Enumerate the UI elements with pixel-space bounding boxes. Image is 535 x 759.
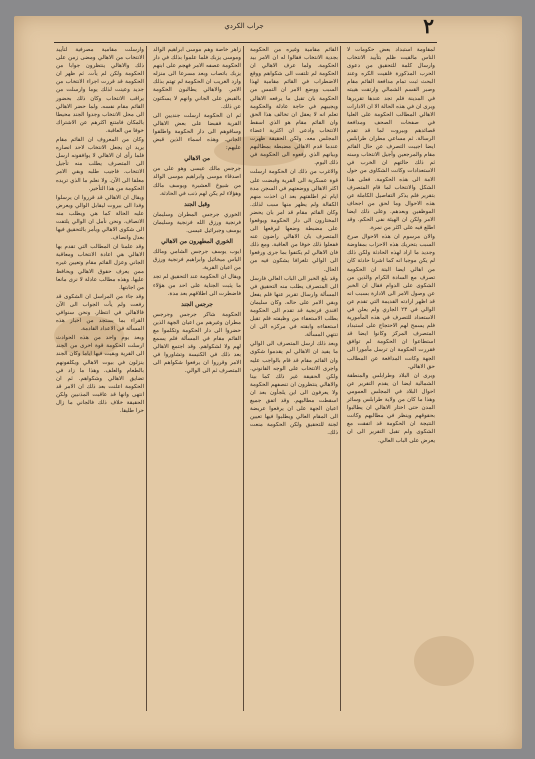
- paragraph: ويقال ان الاهالي قد قرروا ان يرسلوا وفدا الى بيروت ليقابل الوالي ويعرض عليه الحالة كما هي ويطلب منه الانصاف. ونحن نأمل ان الوالي يلتفت الى شكوى الاهالي ويأمر بالتحقيق فيها بعدل وانصاف.: [56, 194, 144, 242]
- column-2: [248, 46, 341, 711]
- section-heading: وقبل الجند: [184, 201, 210, 208]
- paragraph: والاغرب من ذلك ان الحكومة ارسلت قوة عسكرية الى القرية وقبضت على اكثر الاهالي ووضعتهم في السجن مدة ايام ثم اطلقتهم بعد ان اخذت منهم الكفالة ولم يظهر منها سبب لذلك. وكان القائم مقام قد امر بان يحضر المختارون الى دار الحكومة ويوقعوا على مضبطة وضعها ليرفعها الى المتصرف بان الاهالي راضون عنه ففعلوا ذلك خوفا من العاقبة. ومع ذلك فان الاهالي لم يكتفوا بما جرى ورفعوا الى الوالي تلغرافا يشكون فيه من الحال.: [250, 169, 338, 273]
- section-heading: جرجس الجند: [181, 301, 213, 308]
- paragraph: القائم مقامية وغيره من الحكومة بجدية الانتخاب فقالوا له ان الامر بيد الحكومة. ولما عرف الاهالي ان الحكومة لم تلتفت الى شكواهم ووقع الاضطراب في القائم مقامية لهذا السبب ووضع الامر ان التمس من الحكومة بان تقبل ما يرفعه الاهالي ويجيبهم في حاجة عادلة والحكومة تعلم انه لا يعقل ان تخالف هذا الحق وان القائم مقام هو الذي اسقط الانتخاب وادعى ان اكثرية اعضاء المجلس معه. ولكن الحقيقة ظهرت عندما قدم الاهالي مضبطة بمطالبهم وبيانهم الذي رفعوه الى الحكومة في ذلك اليوم.: [250, 47, 338, 167]
- paragraph: وكان من المعروف ان القائم مقام يريد ان يجعل الانتخاب لاحد انصاره فلما رأى ان الاهالي لا يوافقونه ارسل الى المتصرف يطلب منه تأجيل الانتخاب. فاجيب طلبه وبقي الامر معلقا الى الآن. ولا نعلم ما الذي تريده الحكومة من هذا التأخير.: [56, 137, 144, 192]
- column-4: [54, 46, 147, 711]
- paragraph: الحكومة شاكر جرجس وجرجس مطران وغيرهم من اعيان الجهة الذين حضروا الى دار الحكومة وتكلموا مع القائم مقام في المسألة فلم يسمع لهم ولا لشكواهم. وقد اجتمع الاهالي بعد ذلك في الكنيسة وتشاوروا في الامر وقرروا ان يرفعوا شكواهم الى المتصرف ثم الى الوالي.: [153, 311, 241, 375]
- paragraph: وقد بلغ الخبر الى الباب العالي فارسل الى المتصرف يطلب منه التحقيق في المسألة وارسال تقرير عنها فلم يفعل وبقي الامر على حاله. وكان سليمان افندي فرنجية قد تقدم الى الحكومة بطلب الاستعفاء من وظيفته فلم تقبل استعفاءه وابقته في مركزه الى ان تنتهي المسألة.: [250, 275, 338, 339]
- paragraph: وارسلت مقامية مصرفية لتأييد الانتخاب من الاهالي ومضى زمن على ذلك والاهالي ينتظرون جوابا من الحكومة ولكن لم يأت. ثم ظهر ان الحكومة قد قررت اجراء الانتخاب من جديد وعينت لذلك يوما وارسلت من يراقب الانتخاب وكان ذلك بحضور القائم مقام نفسه. ولما حضر الاهالي الى محل الانتخاب وجدوا الجند محيطا بالمكان فامتنع اكثرهم عن الاشتراك خوفا من العاقبة.: [56, 47, 144, 134]
- paragraph: وبعد يوم واحد من هذه الحوادث ارسلت الحكومة قوة اخرى من الجند الى القرية وبقيت فيها اياما وكان الجند ينزلون في بيوت الاهالي ويكلفونهم بالطعام والعلف. وهذا ما زاد في تضايق الاهالي وشكواهم. ثم ان الحكومة اعلنت بعد ذلك ان الامر قد انتهى وانها قد عاقبت المذنبين ولكن الحقيقة خلاف ذلك فالجاني ما زال حرا طليقا.: [56, 335, 144, 415]
- paragraph: وقد جاء من المراسل ان الشكوى قد رفعت ولم يأت الجواب الى الآن فالاهالي في انتظار. ونحن سنوافي القراء بما يستجد من اخبار هذه المسألة في الاعداد القادمة.: [56, 293, 144, 333]
- text-columns: [54, 46, 437, 711]
- paragraph: لمقاومة استبداد بعض حكومات لا الناس مالقيت ظلم بتأييد الانتخاب وارسال كلمة للتحقيق من دعوى الحرب المذكورة فلقيت الكره وعند البحث ثبت تمام مدافعة القائم مقام وصبر القسم الشمالي وارتقت هيبته في المدينة فلم تجد عندها تقريرها ويرى ان في هذه الحالة الا ان الادارات الاهالي المطالب الحكومة على العليا في صفحات الصحف ومدافعة قصائدهم وبيروت لما قد تقدم الرسالة. ثم مساعي مطران طرابلس ايضا اجيبت التصرف عن حال القائم مقام والمرجعين وأجيل الانتخاب وسنه ثم ذلك حالتهم ان الخرب في الاستعدادات وكانت الشكاوى من حول الامة الى هذه الحكومة. فعلى هذا الشكل والانتخاب لما قام المتصرف بتقرير فلم يذكر التفاصيل الكاملة عن هذه الاحوال وما لحق من اجحاف الموظفين وبعدهم. وعلى ذلك ايضا الامر ولكن ان الهيئة نفى الحكم. وقد اطلع فيه على اكثر من نمرة.: [347, 47, 435, 232]
- paragraph: والان مرسوم ان هذه الاحوال صرح السبب بتحريك هذه الاحزاب بمفاوضة وجديد ما اراد لهذه الحادثة ولكن ذلك لم يكن موجبا انه كما اشرنا حادثة كان من اهالي ايضا البتة ان الحكومة تصرف مع السادة الكرام والذين من الشكوى على الدوام فقال ان الخبر عن وصول الامر الى الادارة بسبب انه قد اظهر ارادته القديمة التي تقدم عن الوالي في ٢٣ الجاري ولم يعلن في الاستعداد للتصرف في هذه المأمورية فلم يسمح لهم الاحتجاج على استبداد المتصرف المركز وكانوا ايضا قد استطاعوا ان الحكومة لم توافق فقررت الحكومة ان ترسل مأمورا الى الجهة وكانت المدافعة عن المطالب حق الاهالي.: [347, 234, 435, 370]
- paragraph: جرجس مالك عيسى وهو على من اصدقاء موسى وابراهيم موسى الوالد من شيوخ العشيرة ويوسف مالك وهؤلاء لم يكن لهم ذنب في الحادثة.: [153, 166, 241, 197]
- paragraph: وقد علمنا ان المطالب التي تقدم بها الاهالي هي اعادة الانتخاب ومعاقبة الجاني وعزل القائم مقام وتعيين غيره ممن يعرف حقوق الاهالي ويحافظ عليها. وهذه مطالب عادلة لا نرى مانعا من اجابتها.: [56, 244, 144, 291]
- paragraph: زاهر خاصة وهم موسى ابراهيم الوالد وموسى يزبك فلما علموا بذلك في دار الحكومة عصفه الامر فهجم على ابنهم يزبك باتصاب وبعد مسرعا الى منزله وارد الغريب ان الحكومة لم تهتم بذلك الامر. والاهالي يطالبون الحكومة بالقبض على الجاني وانهم لا يسكتون عن ذلك.: [153, 47, 241, 110]
- paragraph: الخوري جرجس المطران وسليمان فرنجية ورزق الله فرنجية وسليمان يوسف وجبرائيل عيسى.: [153, 211, 241, 234]
- page-header: [54, 14, 434, 42]
- column-3: [151, 46, 244, 711]
- page-number: ٢: [423, 14, 434, 38]
- header-rule: [54, 42, 437, 43]
- column-1: [345, 46, 437, 711]
- section-heading: الخوري المطهرون من الاهالي: [161, 239, 233, 246]
- paragraph: ثم ان الحكومة ارسلت جنديين الى القرية فقبضا على بعض الاهالي وساقوهم الى دار الحكومة واطلقوا الجاني. وهذه اسماء الذين قبض عليهم:: [153, 112, 241, 152]
- paragraph: ويقال ان الحكومة عند التحقيق لم تجد ما يثبت الجناية على احد من هؤلاء فاضطرت الى اطلاقهم بعد مدة.: [153, 274, 241, 297]
- running-title: جراب الكردي: [224, 22, 264, 30]
- paragraph: وبعد ذلك ارسل المتصرف الى الوالي ما يفيد ان الاهالي لم يقدموا شكوى وان القائم مقام قد قام بالواجب عليه واجرى الانتخاب على الوجه القانوني. ولكن الحقيقة غير ذلك كما بينا والاهالي ينتظرون ان تنصفهم الحكومة ولا يعرفون الى اين يلجأون بعد ان اسقطت مطالبهم. وقد اتفق جميع اعيان الجهة على ان يرفعوا عريضة الى المقام العالي ويطلبوا فيها تعيين لجنة للتحقيق ولكن الحكومة منعت ذلك.: [250, 341, 338, 437]
- paragraph: ايوب يوسف جرجس الشامي ومالك الياس ميخائيل وابراهيم فرنجية ورزق من اعيان القرية.: [153, 249, 241, 272]
- paragraph: ويرى ان البلاد وطرابلس والمنطقة الشمالية ايضا ان يقدم التقرير عن احوال البلاد في المجلس العمومي وهذا ما كان من ولاية طرابلس وسائر المدن حتى اختار الاهالي ان يطالبوا بحقوقهم وينظر في مطالبهم وكانت النتيجة ان الحكومة قد اتفقت مع الشكوى ولم تقبل التقرير الى ان يعرض على الباب العالي.: [347, 372, 435, 444]
- section-heading: من الاهالي: [184, 156, 210, 163]
